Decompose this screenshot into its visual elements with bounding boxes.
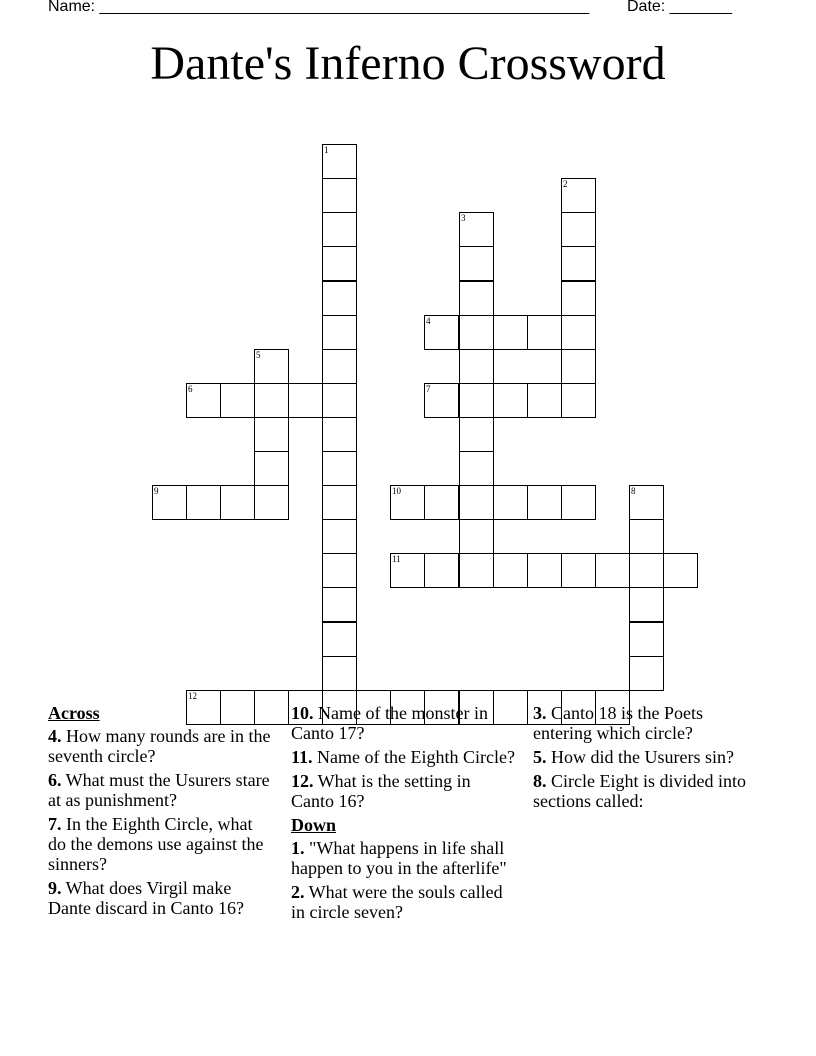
clue-text: In the Eighth Circle, what do the demons use against the sinners?	[48, 814, 264, 874]
grid-cell[interactable]	[629, 656, 664, 691]
clue-number-label: 9	[154, 486, 159, 496]
grid-cell[interactable]	[595, 553, 630, 588]
clue-number: 10.	[291, 703, 314, 723]
grid-cell[interactable]	[322, 383, 357, 418]
clue-number: 4.	[48, 726, 62, 746]
grid-cell[interactable]	[493, 315, 528, 350]
grid-cell[interactable]	[390, 553, 425, 588]
clues-column-1	[48, 703, 273, 922]
across-heading: Across	[48, 703, 100, 723]
name-field-label: Name: _______________________________________________________	[48, 0, 589, 15]
grid-cell[interactable]	[322, 246, 357, 281]
clue-across-6	[48, 770, 273, 810]
grid-cell[interactable]	[152, 485, 187, 520]
clue-number: 11.	[291, 747, 313, 767]
grid-cell[interactable]	[459, 315, 494, 350]
clue-number: 3.	[533, 703, 547, 723]
grid-cell[interactable]	[561, 553, 596, 588]
grid-cell[interactable]	[493, 553, 528, 588]
grid-cell[interactable]	[459, 212, 494, 247]
grid-cell[interactable]	[322, 622, 357, 657]
grid-cell[interactable]	[254, 417, 289, 452]
grid-cell[interactable]	[459, 246, 494, 281]
grid-cell[interactable]	[459, 349, 494, 384]
clue-down-8	[533, 771, 748, 811]
grid-cell[interactable]	[322, 178, 357, 213]
grid-cell[interactable]	[561, 246, 596, 281]
clue-number: 1.	[291, 838, 305, 858]
clue-text: Circle Eight is divided into sections called:	[533, 771, 746, 811]
clue-across-9	[48, 878, 273, 918]
grid-cell[interactable]	[459, 451, 494, 486]
grid-cell[interactable]	[629, 622, 664, 657]
clues-column-3	[533, 703, 748, 815]
clue-text: What is the setting in Canto 16?	[291, 771, 471, 811]
clue-text: Name of the monster in Canto 17?	[291, 703, 488, 743]
grid-cell[interactable]	[322, 144, 357, 179]
page-title: Dante's Inferno Crossword	[150, 37, 666, 90]
clue-number-label: 6	[188, 384, 193, 394]
grid-cell[interactable]	[561, 212, 596, 247]
clue-text: How did the Usurers sin?	[546, 747, 734, 767]
grid-cell[interactable]	[527, 383, 562, 418]
grid-cell[interactable]	[629, 519, 664, 554]
clue-number: 9.	[48, 878, 62, 898]
clue-down-3	[533, 703, 748, 743]
clue-number-label: 10	[392, 486, 401, 496]
grid-cell[interactable]	[561, 315, 596, 350]
clue-number-label: 1	[324, 145, 329, 155]
clue-across-12	[291, 771, 516, 811]
grid-cell[interactable]	[561, 349, 596, 384]
clue-number-label: 2	[563, 179, 568, 189]
clue-text: What were the souls called in circle seven?	[291, 882, 503, 922]
grid-cell[interactable]	[459, 485, 494, 520]
clue-across-4	[48, 726, 273, 766]
grid-cell[interactable]	[254, 485, 289, 520]
grid-cell[interactable]	[561, 178, 596, 213]
grid-cell[interactable]	[322, 417, 357, 452]
clue-number: 6.	[48, 770, 62, 790]
clue-number-label: 11	[392, 554, 401, 564]
grid-cell[interactable]	[629, 553, 664, 588]
clue-number-label: 8	[631, 486, 636, 496]
grid-cell[interactable]	[493, 485, 528, 520]
clues-column-2	[291, 703, 516, 926]
grid-cell[interactable]	[322, 212, 357, 247]
grid-cell[interactable]	[629, 587, 664, 622]
grid-cell[interactable]	[459, 519, 494, 554]
grid-cell[interactable]	[220, 383, 255, 418]
grid-cell[interactable]	[424, 315, 459, 350]
grid-cell[interactable]	[322, 587, 357, 622]
clue-number: 8.	[533, 771, 547, 791]
grid-cell[interactable]	[561, 281, 596, 316]
grid-cell[interactable]	[322, 553, 357, 588]
grid-cell[interactable]	[629, 485, 664, 520]
clue-number: 5.	[533, 747, 547, 767]
clue-text: Name of the Eighth Circle?	[312, 747, 515, 767]
grid-cell[interactable]	[663, 553, 698, 588]
clue-text: What must the Usurers stare at as punishment?	[48, 770, 270, 810]
clue-text: How many rounds are in the seventh circle?	[48, 726, 271, 766]
grid-cell[interactable]	[254, 383, 289, 418]
clue-text: Canto 18 is the Poets entering which circle?	[533, 703, 703, 743]
grid-cell[interactable]	[322, 485, 357, 520]
grid-cell[interactable]	[322, 281, 357, 316]
grid-cell[interactable]	[527, 485, 562, 520]
grid-cell[interactable]	[424, 485, 459, 520]
clue-number: 12.	[291, 771, 314, 791]
clue-number-label: 12	[188, 691, 197, 701]
grid-cell[interactable]	[254, 451, 289, 486]
clue-number-label: 3	[461, 213, 466, 223]
grid-cell[interactable]	[390, 485, 425, 520]
clue-across-7	[48, 814, 273, 874]
grid-cell[interactable]	[424, 383, 459, 418]
grid-cell[interactable]	[322, 315, 357, 350]
clue-down-2	[291, 882, 516, 922]
grid-cell[interactable]	[527, 315, 562, 350]
clue-number-label: 5	[256, 350, 261, 360]
grid-cell[interactable]	[220, 485, 255, 520]
clue-number: 2.	[291, 882, 305, 902]
grid-cell[interactable]	[322, 519, 357, 554]
grid-cell[interactable]	[288, 383, 323, 418]
grid-cell[interactable]	[424, 553, 459, 588]
grid-cell[interactable]	[186, 485, 221, 520]
grid-cell[interactable]	[322, 451, 357, 486]
grid-cell[interactable]	[459, 553, 494, 588]
clue-down-5	[533, 747, 748, 767]
date-field-label: Date: _______	[627, 0, 732, 15]
grid-cell[interactable]	[561, 485, 596, 520]
clue-number-label: 7	[426, 384, 431, 394]
grid-cell[interactable]	[322, 656, 357, 691]
grid-cell[interactable]	[459, 383, 494, 418]
grid-cell[interactable]	[254, 349, 289, 384]
grid-cell[interactable]	[459, 417, 494, 452]
grid-cell[interactable]	[322, 349, 357, 384]
clue-down-1	[291, 838, 516, 878]
clue-across-10	[291, 703, 516, 743]
grid-cell[interactable]	[459, 281, 494, 316]
down-heading: Down	[291, 815, 337, 835]
clue-text: What does Virgil make Dante discard in Canto 16?	[48, 878, 244, 918]
grid-cell[interactable]	[186, 383, 221, 418]
clue-number: 7.	[48, 814, 62, 834]
clue-across-11	[291, 747, 516, 767]
clue-number-label: 4	[426, 316, 431, 326]
grid-cell[interactable]	[493, 383, 528, 418]
grid-cell[interactable]	[527, 553, 562, 588]
clue-text: "What happens in life shall happen to you in the afterlife"	[291, 838, 507, 878]
grid-cell[interactable]	[561, 383, 596, 418]
